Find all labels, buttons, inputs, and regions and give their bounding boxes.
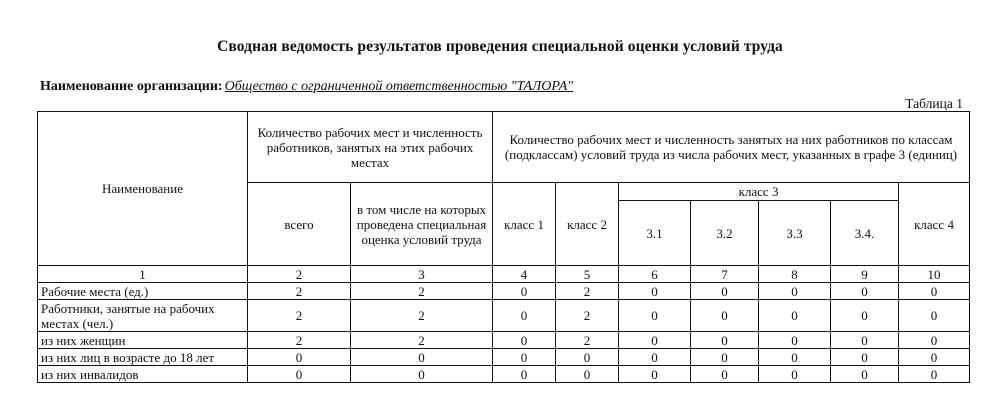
table-cell: 0 (759, 300, 831, 332)
header-class3-3: 3.3 (759, 201, 831, 266)
column-number: 4 (493, 266, 556, 283)
column-number: 7 (691, 266, 759, 283)
organization-line (40, 79, 573, 95)
table-cell: 0 (691, 300, 759, 332)
column-number: 8 (759, 266, 831, 283)
table-cell: 0 (619, 283, 691, 300)
column-number: 1 (38, 266, 248, 283)
table-cell: 0 (619, 332, 691, 349)
table-cell: 0 (248, 366, 351, 383)
table-cell: 0 (556, 349, 619, 366)
column-number: 3 (351, 266, 493, 283)
table-row (38, 349, 970, 366)
table-cell: 0 (691, 283, 759, 300)
table-cell: 0 (248, 349, 351, 366)
table-cell: 0 (493, 332, 556, 349)
table-cell: 0 (831, 300, 899, 332)
header-class2: класс 2 (556, 183, 619, 266)
column-number: 9 (831, 266, 899, 283)
table-cell: 0 (899, 366, 970, 383)
header-class1: класс 1 (493, 183, 556, 266)
table-cell: 0 (899, 332, 970, 349)
column-number: 2 (248, 266, 351, 283)
table-cell: 0 (619, 349, 691, 366)
header-class3-1: 3.1 (619, 201, 691, 266)
table-cell: 2 (248, 332, 351, 349)
table-cell: 2 (248, 300, 351, 332)
row-label: Рабочие места (ед.) (38, 283, 248, 300)
header-workplaces-group: Количество рабочих мест и численность работников, занятых на этих рабочих местах (248, 112, 493, 183)
table-cell: 0 (759, 349, 831, 366)
table-cell: 0 (831, 283, 899, 300)
table-cell: 2 (351, 283, 493, 300)
table-cell: 0 (899, 300, 970, 332)
table-cell: 0 (899, 349, 970, 366)
header-assessed: в том числе на которых проведена специальная оценка условий труда (351, 183, 493, 266)
table-cell: 2 (248, 283, 351, 300)
row-label: из них лиц в возрасте до 18 лет (38, 349, 248, 366)
table-row (38, 300, 970, 332)
column-number: 10 (899, 266, 970, 283)
table-cell: 0 (493, 300, 556, 332)
table-number: Таблица 1 (905, 96, 963, 111)
table-cell: 0 (619, 366, 691, 383)
table-cell: 0 (831, 332, 899, 349)
table-cell: 0 (831, 366, 899, 383)
table-cell: 0 (493, 349, 556, 366)
table-cell: 2 (556, 300, 619, 332)
header-class3-4: 3.4. (831, 201, 899, 266)
header-class3-2: 3.2 (691, 201, 759, 266)
table-cell: 2 (556, 283, 619, 300)
table-cell: 0 (899, 283, 970, 300)
row-label: Работники, занятые на рабочих местах (чел.) (38, 300, 248, 332)
column-number: 5 (556, 266, 619, 283)
organization-label: Наименование организации: (40, 79, 223, 94)
organization-name: Общество с ограниченной ответственностью "ТАЛОРА" (224, 79, 574, 94)
row-label: из них инвалидов (38, 366, 248, 383)
table-cell: 0 (759, 283, 831, 300)
column-numbers-row (38, 266, 970, 283)
table-cell: 0 (759, 332, 831, 349)
table-cell: 0 (351, 366, 493, 383)
header-total: всего (248, 183, 351, 266)
table-row (38, 283, 970, 300)
table-row (38, 366, 970, 383)
summary-table (37, 111, 970, 383)
header-class3: класс 3 (619, 183, 899, 201)
table-cell: 0 (493, 366, 556, 383)
table-cell: 2 (351, 300, 493, 332)
table-cell: 2 (351, 332, 493, 349)
table-cell: 0 (691, 332, 759, 349)
table-cell: 0 (691, 349, 759, 366)
header-class4: класс 4 (899, 183, 970, 266)
table-cell: 0 (831, 349, 899, 366)
table-cell: 0 (351, 349, 493, 366)
row-label: из них женщин (38, 332, 248, 349)
document-title: Сводная ведомость результатов проведения специальной оценки условий труда (217, 38, 783, 55)
table-cell: 0 (619, 300, 691, 332)
header-name: Наименование (38, 112, 248, 266)
table-cell: 0 (759, 366, 831, 383)
table-cell: 0 (493, 283, 556, 300)
column-number: 6 (619, 266, 691, 283)
table-cell: 0 (556, 366, 619, 383)
table-row (38, 332, 970, 349)
table-cell: 2 (556, 332, 619, 349)
header-classes-group: Количество рабочих мест и численность занятых на них работников по классам (подклассам) условий труда из числа рабочих мест, указанных в графе 3 (единиц) (493, 112, 970, 183)
table-cell: 0 (691, 366, 759, 383)
